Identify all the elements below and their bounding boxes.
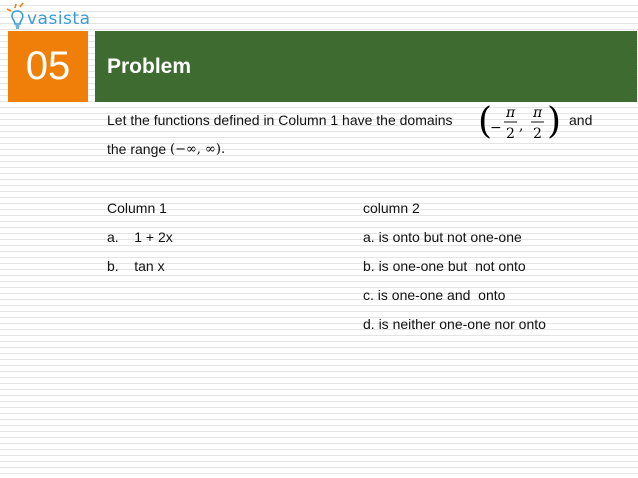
logo-text: vasista [27, 9, 91, 29]
column1-item-b: b. tan x [107, 258, 165, 274]
math-right-paren: ) [547, 101, 562, 142]
problem-line1: Let the functions defined in Column 1 have the domains [107, 112, 453, 128]
column2-header: column 2 [363, 200, 420, 216]
slide-title [95, 31, 637, 102]
column1-item-a: a. 1 + 2x [107, 229, 173, 245]
column2-item-b: b. is one-one but not onto [363, 258, 526, 274]
slide-number: 05 [8, 31, 88, 102]
math-range-text: (−∞, ∞). [170, 142, 226, 157]
math-minus: − [490, 120, 502, 136]
column1-header: Column 1 [107, 200, 167, 216]
column2-item-d: d. is neither one-one nor onto [363, 316, 546, 332]
math-denominator-2: 2 [533, 126, 542, 142]
math-denominator-1: 2 [506, 126, 515, 142]
range-interval-math [170, 140, 236, 160]
math-comma: , [519, 118, 524, 134]
vasista-logo [6, 2, 92, 30]
slide-title-text: Problem [107, 54, 192, 78]
math-numerator-1: π [506, 105, 516, 121]
problem-line1-end: and [569, 112, 593, 128]
domain-interval-math [478, 100, 562, 148]
column2-item-a: a. is onto but not one-one [363, 229, 522, 245]
column2-item-c: c. is one-one and onto [363, 287, 506, 303]
math-left-paren: ( [478, 101, 493, 142]
math-numerator-2: π [533, 105, 543, 121]
problem-line2: the range [107, 141, 167, 157]
